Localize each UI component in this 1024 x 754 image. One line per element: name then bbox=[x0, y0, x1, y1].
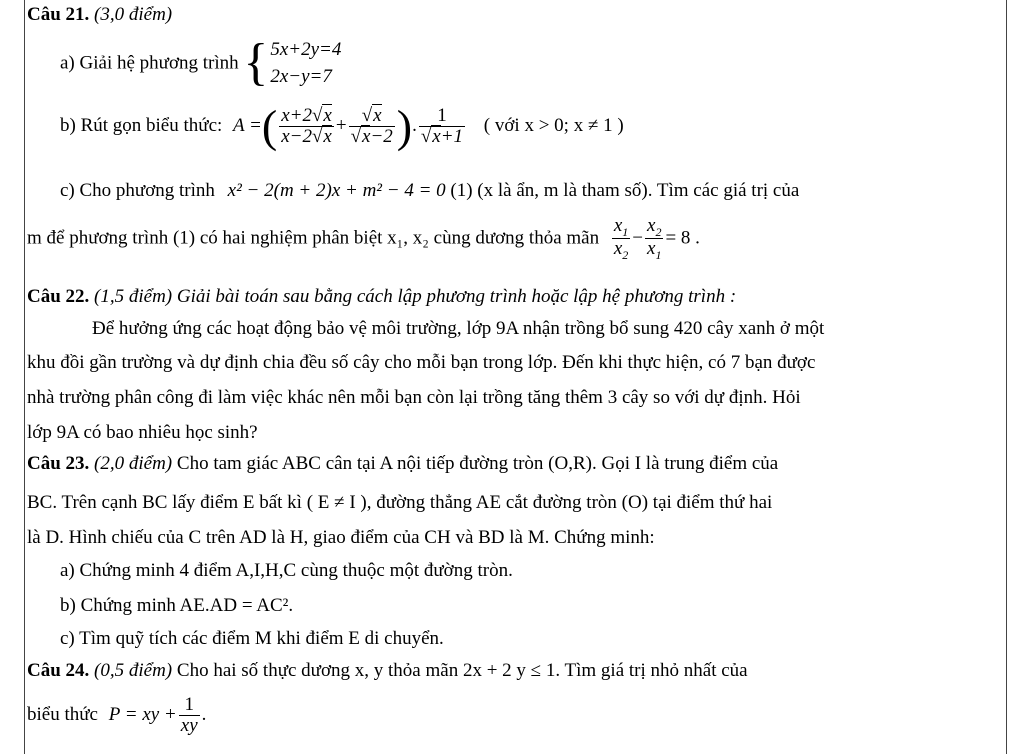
ratio-1: $\frac{x_1}{x_2}$ bbox=[613, 215, 629, 263]
system-brace: { bbox=[243, 34, 269, 91]
q23-c: c) Tìm quỹ tích các điểm M khi điểm E di chuyển. bbox=[60, 628, 444, 649]
fraction-1: $\frac{x+2√x}{x-2√x}$ bbox=[281, 105, 332, 148]
left-border bbox=[24, 0, 25, 754]
q21-c1: c) Cho phương trình x² − 2(m + 2)x + m² − 4 = 0 (1) (x là ẩn, m là tham số). Tìm các giá trị của bbox=[60, 180, 800, 201]
q22-p3: nhà trường phân công đi làm việc khác nên mỗi bạn còn lại trồng tăng thêm 3 cây so với dự định. Hỏi bbox=[27, 387, 801, 408]
q21-heading: Câu 21. (3,0 điểm) bbox=[27, 4, 173, 25]
q23-b: b) Chứng minh AE.AD = AC². bbox=[60, 595, 294, 616]
q24-l2: biểu thức P = xy + $\frac{1}{xy}$ . bbox=[27, 694, 207, 737]
q22-p1: Để hưởng ứng các hoạt động bảo vệ môi trường, lớp 9A nhận trồng bổ sung 420 cây xanh ở một bbox=[92, 318, 825, 339]
q23-a: a) Chứng minh 4 điểm A,I,H,C cùng thuộc một đường tròn. bbox=[60, 560, 513, 581]
q21-c2: m để phương trình (1) có hai nghiệm phân biệt x₁, x₂ cùng dương thỏa mãn $\frac{x_1}{x_2}$ − $\frac{x_2}{x_1}$ = 8 . bbox=[27, 215, 700, 263]
equation-system: 5x+2y=4 2x−y=7 bbox=[270, 39, 342, 87]
q22-heading: Câu 22. (1,5 điểm) Giải bài toán sau bằng cách lập phương trình hoặc lập hệ phương trình : bbox=[27, 286, 737, 307]
right-border bbox=[1006, 0, 1007, 754]
q24-fraction: $\frac{1}{xy}$ bbox=[180, 694, 198, 737]
ratio-2: $\frac{x_2}{x_1}$ bbox=[647, 215, 662, 263]
q23-l3: là D. Hình chiếu của C trên AD là H, giao điểm của CH và BD là M. Chứng minh: bbox=[27, 527, 655, 548]
fraction-2: $\frac{√x}{√x-2}$ bbox=[350, 105, 393, 148]
q24-l1: Câu 24. (0,5 điểm) Cho hai số thực dương x, y thỏa mãn 2x + 2 y ≤ 1. Tìm giá trị nhỏ nhất của bbox=[27, 660, 748, 681]
q21-a: a) Giải hệ phương trình { 5x+2y=4 2x−y=7 bbox=[60, 34, 342, 91]
q23-l2: BC. Trên cạnh BC lấy điểm E bất kì ( E ≠ I ), đường thẳng AE cắt đường tròn (O) tại điểm thứ hai bbox=[27, 492, 773, 513]
q23-l1: Câu 23. (2,0 điểm) Cho tam giác ABC cân tại A nội tiếp đường tròn (O,R). Gọi I là trung điểm của bbox=[27, 453, 779, 474]
fraction-3: $\frac{1}{√x+1}$ bbox=[420, 105, 464, 148]
q22-p4: lớp 9A có bao nhiêu học sinh? bbox=[27, 422, 258, 443]
q22-p2: khu đồi gần trường và dự định chia đều số cây cho mỗi bạn trong lớp. Đến khi thực hiện, có 7 bạn được bbox=[27, 352, 816, 373]
q21-b: b) Rút gọn biểu thức: A =( $\frac{x+2√x}{x-2√x}$ + $\frac{√x}{√x-2}$ ). $\frac{1}{√x+1}$ ( với x > 0; x ≠ 1 ) bbox=[60, 100, 624, 152]
